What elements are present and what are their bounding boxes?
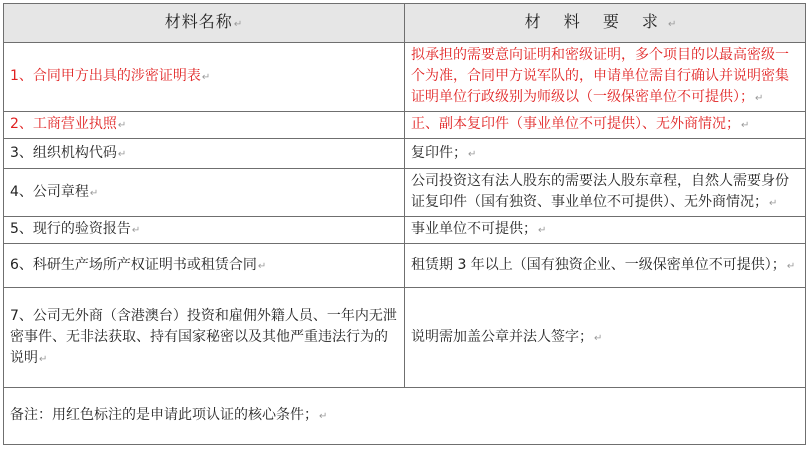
material-name-cell: 6、科研生产场所产权证明书或租赁合同↵ bbox=[4, 244, 405, 288]
paragraph-mark-icon: ↵ bbox=[667, 19, 686, 30]
material-name-cell: 5、现行的验资报告↵ bbox=[4, 217, 405, 244]
material-requirement-cell: 租赁期 3 年以上（国有独资企业、一级保密单位不可提供）；↵ bbox=[405, 244, 806, 288]
materials-table bbox=[3, 3, 806, 445]
table-row bbox=[4, 244, 806, 288]
material-requirement-cell: 事业单位不可提供；↵ bbox=[405, 217, 806, 244]
material-requirement-cell: 正、副本复印件（事业单位不可提供）、无外商情况；↵ bbox=[405, 112, 806, 139]
header-material-name: 材料名称↵ bbox=[4, 4, 405, 43]
table-row bbox=[4, 217, 806, 244]
note-text: 备注：用红色标注的是申请此项认证的核心条件； bbox=[10, 407, 318, 423]
paragraph-mark-icon: ↵ bbox=[233, 19, 244, 30]
table-row bbox=[4, 139, 806, 169]
material-requirement-cell: 说明需加盖公章并法人签字；↵ bbox=[405, 288, 806, 388]
note-row bbox=[4, 388, 806, 445]
table-row bbox=[4, 169, 806, 217]
material-requirement-cell: 复印件；↵ bbox=[405, 139, 806, 169]
material-requirement-cell: 公司投资这有法人股东的需要法人股东章程，自然人需要身份证复印件（国有独资、事业单位不可提供）、无外商情况；↵ bbox=[405, 169, 806, 217]
table-row bbox=[4, 288, 806, 388]
table-row bbox=[4, 112, 806, 139]
material-name-cell: 1、合同甲方出具的涉密证明表↵ bbox=[4, 43, 405, 112]
material-name-cell: 7、公司无外商（含港澳台）投资和雇佣外籍人员、一年内无泄密事件、无非法获取、持有国家秘密以及其他严重违法行为的说明↵ bbox=[4, 288, 405, 388]
material-name-cell: 3、组织机构代码↵ bbox=[4, 139, 405, 169]
header-row bbox=[4, 4, 806, 43]
material-name-cell: 2、工商营业执照↵ bbox=[4, 112, 405, 139]
material-name-cell: 4、公司章程↵ bbox=[4, 169, 405, 217]
material-requirement-cell: 拟承担的需要意向证明和密级证明，多个项目的以最高密级一个为准，合同甲方说军队的，申请单位需自行确认并说明密集证明单位行政级别为师级以（一级保密单位不可提供）；↵ bbox=[405, 43, 806, 112]
table-row bbox=[4, 43, 806, 112]
note-cell: 备注：用红色标注的是申请此项认证的核心条件；↵ bbox=[4, 388, 806, 445]
header-material-requirements: 材 料 要 求↵ bbox=[405, 4, 806, 43]
